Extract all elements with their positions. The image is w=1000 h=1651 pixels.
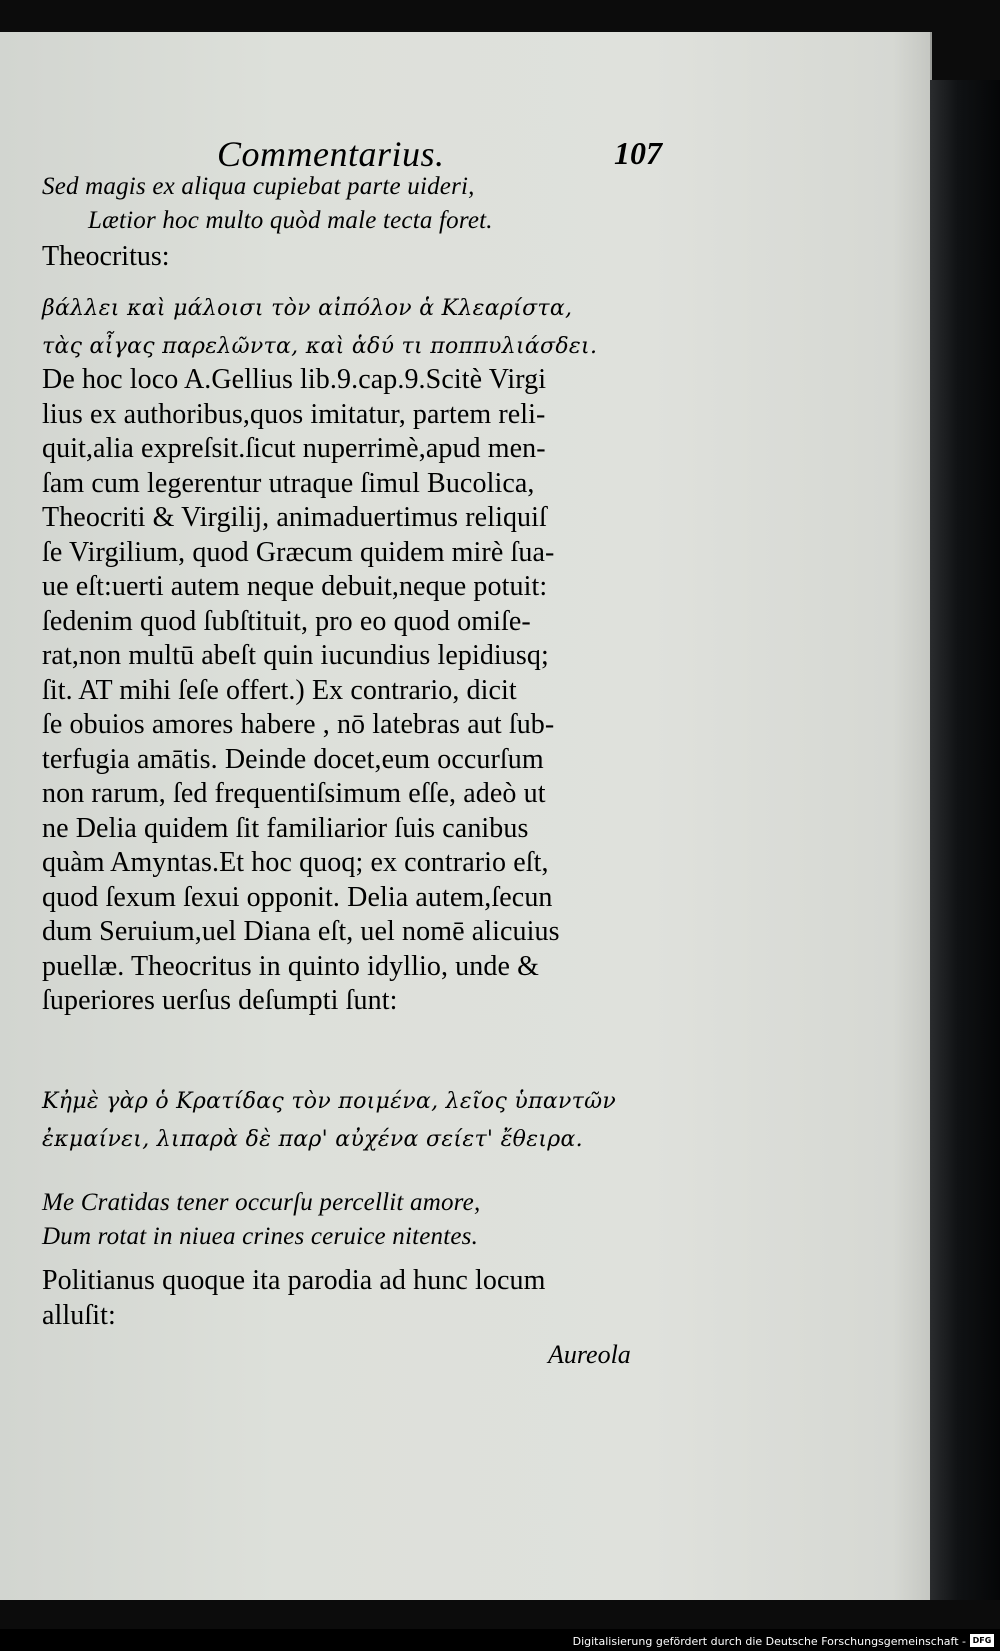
text-line: rat,non multū abeſt quin iucundius lepidiusq; — [42, 640, 549, 671]
greek-line: Κἠμὲ γὰρ ὁ Κρατίδας τὸν ποιμένα, λεῖος ὑπαντῶν — [42, 1089, 617, 1114]
text-line: ne Delia quidem ſit familiarior ſuis canibus — [42, 812, 529, 844]
text-line: ſe Virgilium, quod Græcum quidem mirè ſua- — [42, 536, 555, 568]
commentary-paragraph — [42, 363, 662, 1019]
text-line: ſam cum legerentur utraque ſimul Bucolica, — [42, 467, 535, 499]
latin-verse-2 — [42, 1186, 662, 1254]
section-label-theocritus: Theocritus: — [42, 241, 170, 272]
text-line: Politianus quoque ita parodia ad hunc locum — [42, 1265, 546, 1296]
text-line: quit,alia expreſsit.ſicut nuperrimè,apud men- — [42, 433, 546, 464]
footer-bar — [0, 1629, 1000, 1651]
text-line: quàm Amyntas.Et hoc quoq; ex contrario eſt, — [42, 847, 549, 878]
greek-quote-1 — [42, 290, 662, 366]
text-line: terfugia amātis. Deinde docet,eum occurſum — [42, 743, 544, 775]
text-line: quod ſexum ſexui opponit. Delia autem,ſecun — [42, 881, 553, 913]
greek-quote-2 — [42, 1083, 662, 1159]
text-line: dum Seruium,uel Diana eſt, uel nomē alicuius — [42, 916, 560, 947]
text-line: puellæ. Theocritus in quinto idyllio, unde & — [42, 950, 539, 982]
text-line: ſit. AT mihi ſeſe offert.) Ex contrario, dicit — [42, 674, 517, 706]
verse-line: Me Cratidas tener occurſu percellit amore, — [42, 1189, 481, 1216]
greek-line: ἐκμαίνει, λιπαρὰ δὲ παρ' αὐχένα σείετ' ἔθειρα. — [42, 1127, 583, 1152]
verse-line: Dum rotat in niuea crines ceruice nitentes. — [42, 1223, 479, 1250]
text-line: De hoc loco A.Gellius lib.9.cap.9.Scitè Virgi — [42, 364, 547, 395]
text-line: Theocriti & Virgilij, animaduertimus reliquiſ — [42, 502, 547, 533]
latin-verse-1 — [42, 170, 662, 238]
text-line: non rarum, ſed frequentiſsimum eſſe, adeò ut — [42, 778, 546, 809]
text-line: ſuperiores uerſus deſumpti ſunt: — [42, 985, 398, 1016]
politianus-paragraph — [42, 1264, 662, 1333]
funding-credit: Digitalisierung gefördert durch die Deutsche Forschungsgemeinschaft - — [572, 1635, 966, 1648]
book-edge-shadow — [930, 80, 1000, 1600]
text-line: alluſit: — [42, 1299, 116, 1331]
catchword: Aureola — [548, 1340, 631, 1369]
running-title: Commentarius. — [217, 134, 445, 174]
dfg-logo: DFG — [970, 1634, 994, 1647]
text-line: ue eſt:uerti autem neque debuit,neque potuit: — [42, 571, 548, 602]
page-number: 107 — [614, 135, 662, 171]
greek-line: βάλλει καὶ μάλοισι τὸν αἰπόλον ἁ Κλεαρίστα, — [42, 296, 573, 321]
greek-line: τὰς αἶγας παρελῶντα, καὶ ἁδύ τι ποππυλιάσδει. — [42, 334, 598, 359]
text-line: lius ex authoribus,quos imitatur, partem reli- — [42, 398, 546, 430]
verse-line: Lætior hoc multo quòd male tecta foret. — [88, 207, 493, 234]
text-line: ſedenim quod ſubſtituit, pro eo quod omiſe- — [42, 605, 531, 637]
text-line: ſe obuios amores habere , nō latebras aut ſub- — [42, 709, 555, 740]
verse-line: Sed magis ex aliqua cupiebat parte uideri, — [42, 173, 475, 200]
